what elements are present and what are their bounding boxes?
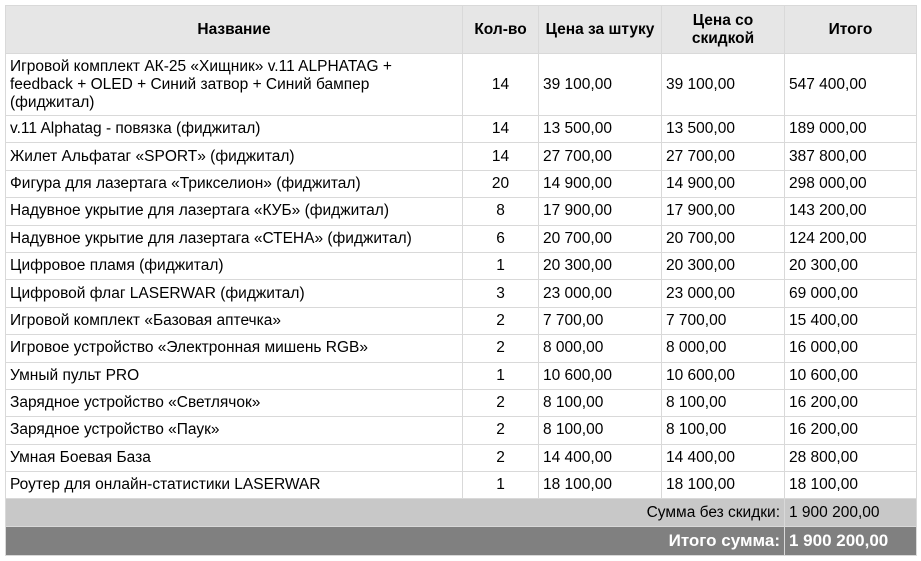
cell-price: 20 700,00 [539,225,662,252]
cell-discount-price: 7 700,00 [662,307,785,334]
cell-qty: 2 [463,417,539,444]
cell-price: 8 100,00 [539,417,662,444]
cell-discount-price: 14 400,00 [662,444,785,471]
cell-qty: 8 [463,198,539,225]
cell-total: 18 100,00 [785,472,917,499]
subtotal-value: 1 900 200,00 [785,499,917,527]
cell-discount-price: 10 600,00 [662,362,785,389]
cell-name: Игровой комплект АК-25 «Хищник» v.11 ALPHATAG + feedback + OLED + Синий затвор + Синий бампер (фиджитал) [6,54,463,116]
cell-total: 16 200,00 [785,389,917,416]
cell-qty: 2 [463,444,539,471]
cell-qty: 2 [463,389,539,416]
header-total: Итого [785,6,917,54]
cell-price: 7 700,00 [539,307,662,334]
cell-discount-price: 8 100,00 [662,389,785,416]
cell-price: 23 000,00 [539,280,662,307]
cell-name: Роутер для онлайн-статистики LASERWAR [6,472,463,499]
table-row [6,54,917,116]
cell-discount-price: 20 700,00 [662,225,785,252]
table-row [6,307,917,334]
cell-price: 18 100,00 [539,472,662,499]
cell-price: 17 900,00 [539,198,662,225]
header-name: Название [6,6,463,54]
cell-name: Умная Боевая База [6,444,463,471]
cell-total: 69 000,00 [785,280,917,307]
cell-total: 10 600,00 [785,362,917,389]
cell-discount-price: 27 700,00 [662,143,785,170]
cell-total: 16 200,00 [785,417,917,444]
cell-total: 16 000,00 [785,335,917,362]
cell-price: 14 900,00 [539,170,662,197]
cell-price: 14 400,00 [539,444,662,471]
table-row [6,225,917,252]
table-row [6,389,917,416]
cell-name: Игровой комплект «Базовая аптечка» [6,307,463,334]
cell-qty: 14 [463,143,539,170]
cell-qty: 3 [463,280,539,307]
cell-price: 13 500,00 [539,116,662,143]
cell-price: 39 100,00 [539,54,662,116]
cell-name: Умный пульт PRO [6,362,463,389]
cell-discount-price: 18 100,00 [662,472,785,499]
cell-total: 189 000,00 [785,116,917,143]
cell-discount-price: 13 500,00 [662,116,785,143]
cell-name: Зарядное устройство «Светлячок» [6,389,463,416]
cell-discount-price: 17 900,00 [662,198,785,225]
cell-name: Цифровой флаг LASERWAR (фиджитал) [6,280,463,307]
cell-qty: 1 [463,362,539,389]
table-row [6,362,917,389]
table-row [6,417,917,444]
cell-qty: 1 [463,472,539,499]
table-row [6,444,917,471]
cell-total: 143 200,00 [785,198,917,225]
grand-total-row [6,527,917,556]
order-table [5,5,917,556]
cell-qty: 1 [463,252,539,279]
cell-discount-price: 23 000,00 [662,280,785,307]
cell-qty: 20 [463,170,539,197]
cell-name: Цифровое пламя (фиджитал) [6,252,463,279]
cell-discount-price: 14 900,00 [662,170,785,197]
cell-name: Игровое устройство «Электронная мишень RGB» [6,335,463,362]
cell-price: 20 300,00 [539,252,662,279]
subtotal-row [6,499,917,527]
grand-total-label: Итого сумма: [6,527,785,556]
table-row [6,335,917,362]
table-body [6,54,917,556]
header-row [6,6,917,54]
cell-name: Фигура для лазертага «Трикселион» (фиджитал) [6,170,463,197]
cell-total: 20 300,00 [785,252,917,279]
cell-price: 8 100,00 [539,389,662,416]
cell-name: Жилет Альфатаг «SPORT» (фиджитал) [6,143,463,170]
cell-discount-price: 20 300,00 [662,252,785,279]
cell-discount-price: 8 000,00 [662,335,785,362]
table-header [6,6,917,54]
cell-name: Надувное укрытие для лазертага «КУБ» (фиджитал) [6,198,463,225]
cell-total: 124 200,00 [785,225,917,252]
cell-qty: 14 [463,116,539,143]
cell-qty: 14 [463,54,539,116]
cell-price: 10 600,00 [539,362,662,389]
cell-name: Зарядное устройство «Паук» [6,417,463,444]
cell-total: 387 800,00 [785,143,917,170]
cell-price: 8 000,00 [539,335,662,362]
table-row [6,198,917,225]
cell-name: v.11 Alphatag - повязка (фиджитал) [6,116,463,143]
table-row [6,252,917,279]
table-row [6,280,917,307]
cell-qty: 2 [463,335,539,362]
table-row [6,143,917,170]
cell-total: 15 400,00 [785,307,917,334]
cell-discount-price: 8 100,00 [662,417,785,444]
grand-total-value: 1 900 200,00 [785,527,917,556]
cell-total: 547 400,00 [785,54,917,116]
header-qty: Кол-во [463,6,539,54]
table-row [6,472,917,499]
cell-qty: 6 [463,225,539,252]
cell-total: 28 800,00 [785,444,917,471]
subtotal-label: Сумма без скидки: [6,499,785,527]
cell-discount-price: 39 100,00 [662,54,785,116]
cell-name: Надувное укрытие для лазертага «СТЕНА» (фиджитал) [6,225,463,252]
cell-qty: 2 [463,307,539,334]
table-row [6,116,917,143]
header-price: Цена за штуку [539,6,662,54]
cell-price: 27 700,00 [539,143,662,170]
header-discount-price: Цена со скидкой [662,6,785,54]
cell-total: 298 000,00 [785,170,917,197]
table-row [6,170,917,197]
